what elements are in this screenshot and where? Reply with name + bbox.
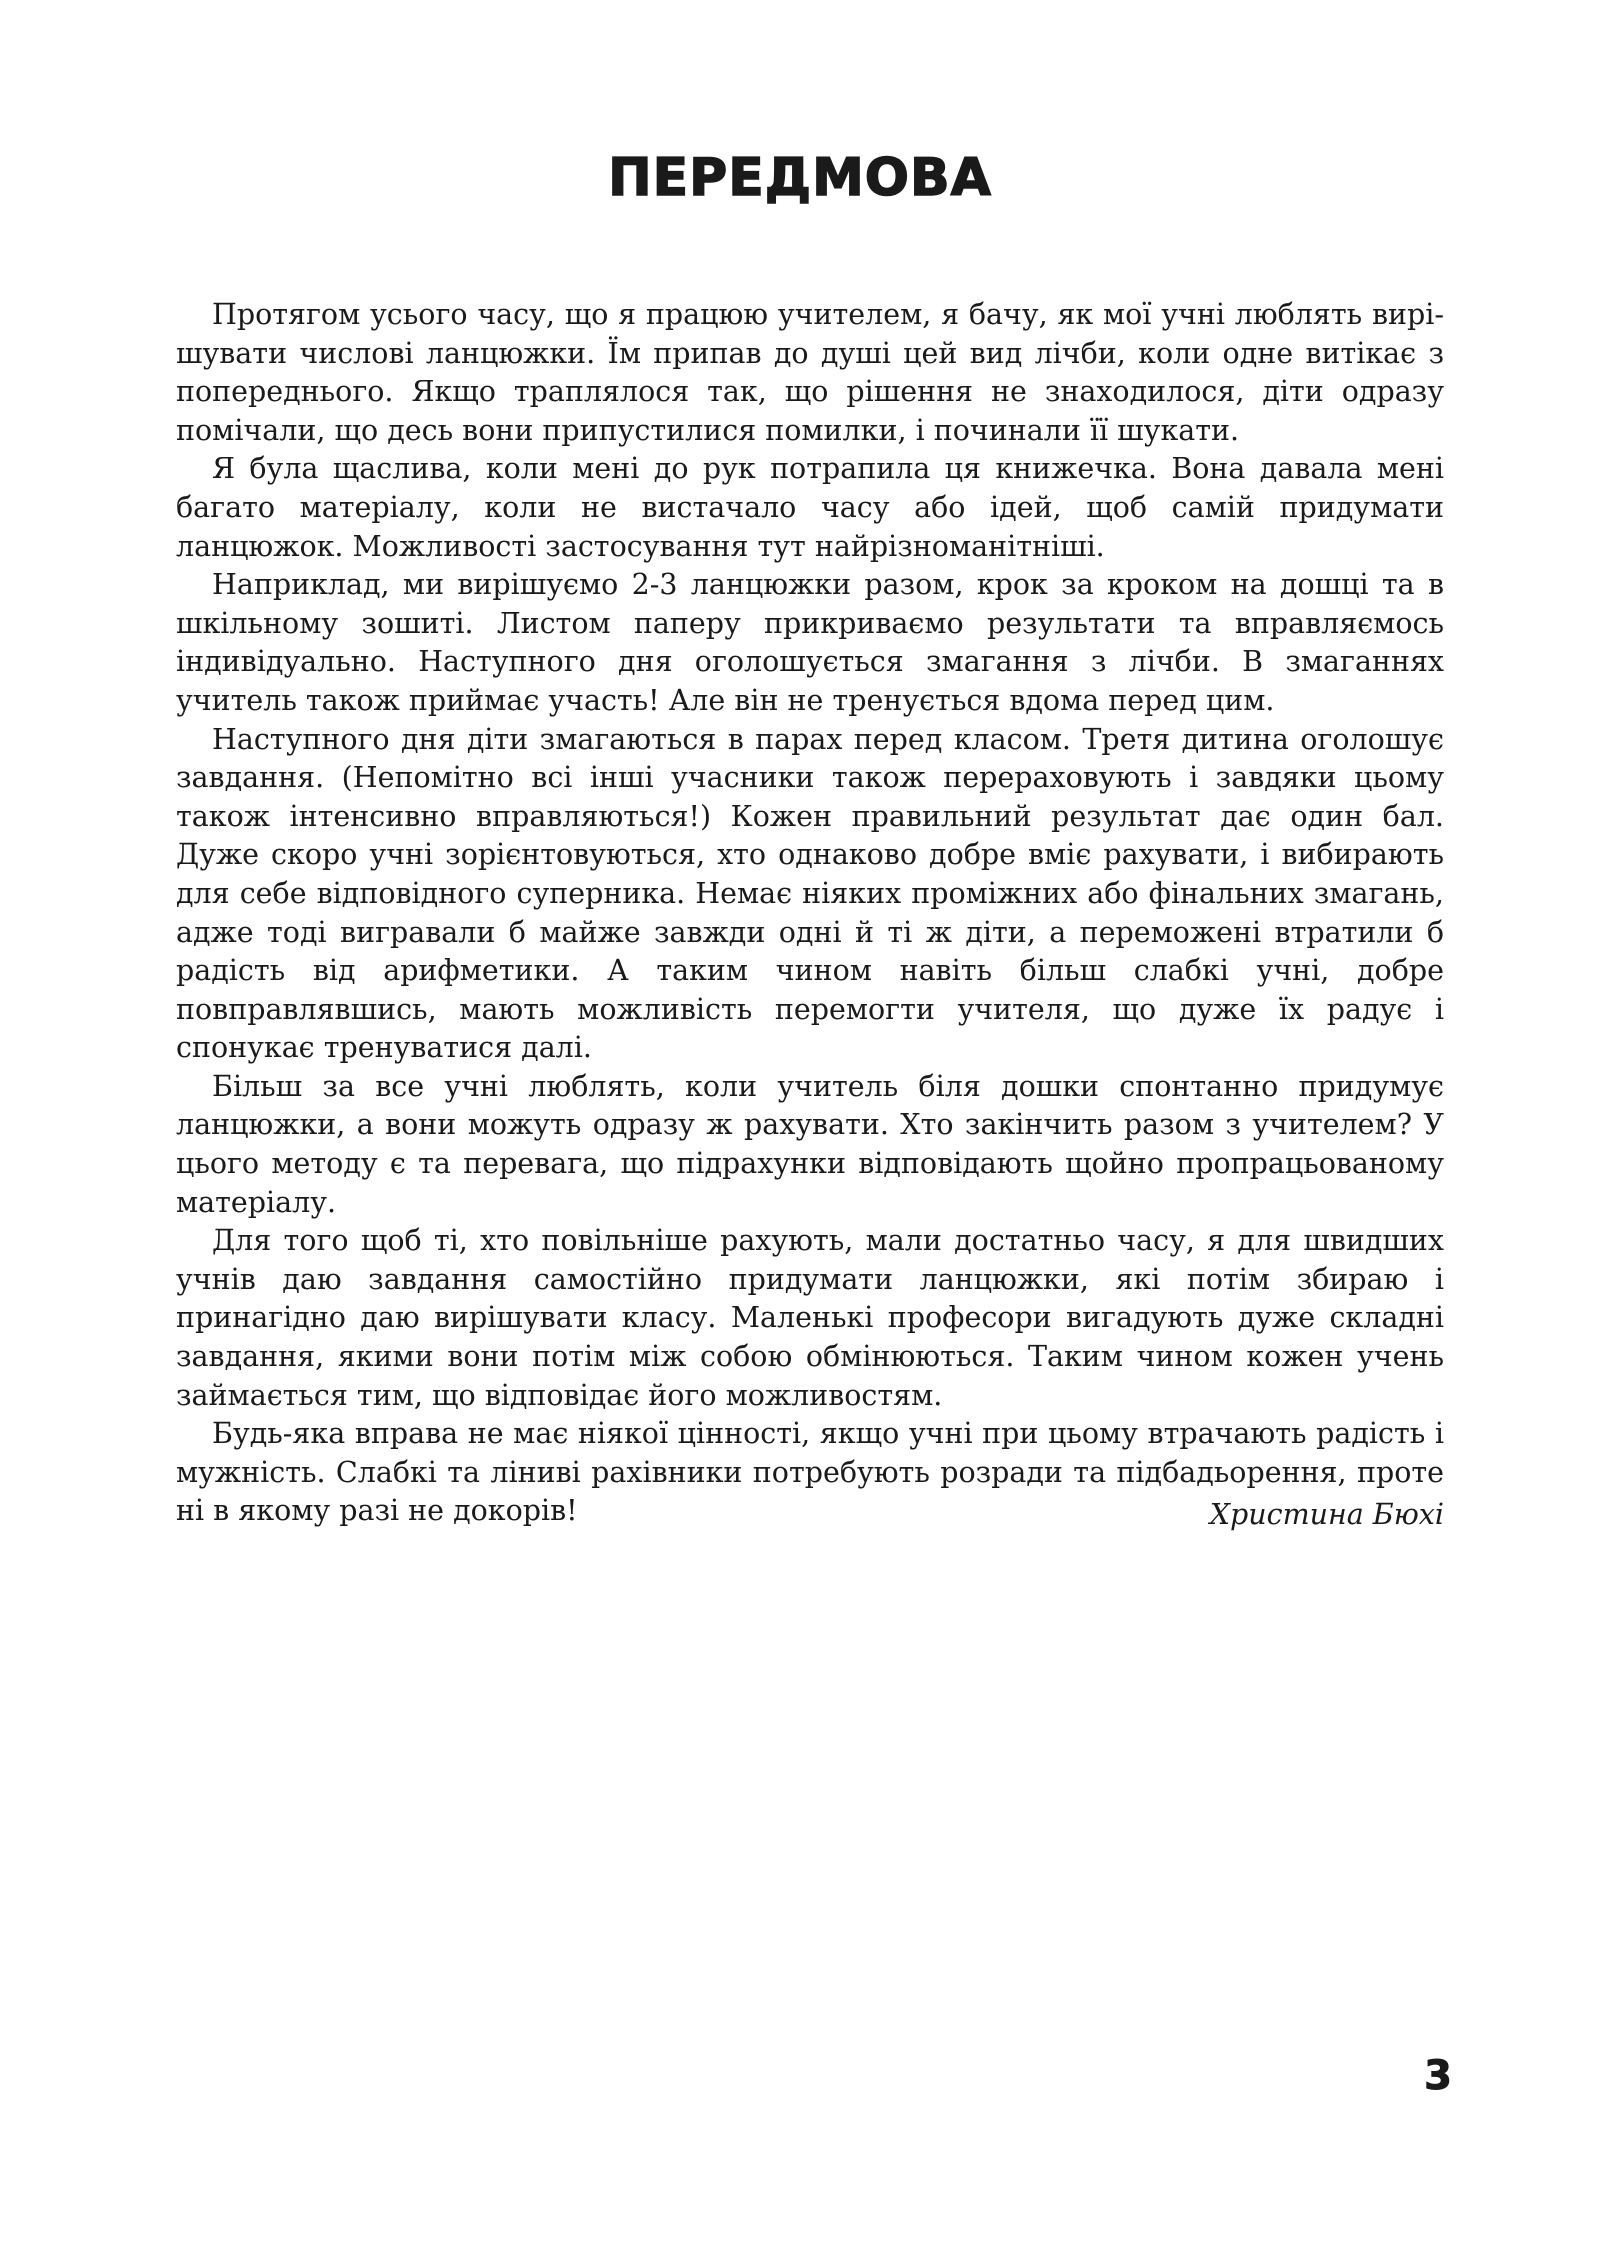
paragraph: Більш за все учні люблять, коли учитель біля дошки спонтанно придумує ланцюжки, а вони можуть одразу ж рахувати. Хто закінчить разом з учителем? У цього методу є та перевага, що підрахунки відповідають щойно пропрацьованому матеріалу. <box>176 1069 1444 1219</box>
paragraph: Для того щоб ті, хто повільніше рахують, мали достатньо часу, я для швидших учнів даю завдання самостійно придумати ланцюжки, які потім збираю і принагідно даю вирішувати класу. Маленькі професори вигадують дуже складні завдання, якими вони потім між собою обмінюються. Таким чином кожен учень займається тим, що відповідає його можливостям. <box>176 1224 1444 1412</box>
paragraph: Я була щаслива, коли мені до рук потрапила ця книжечка. Вона давала мені багато матеріалу, коли не вистачало часу або ідей, щоб самій придумати ланцюжок. Можливості застосування тут найрізноманітніші. <box>176 452 1444 563</box>
paragraph: Будь-яка вправа не має ніякої цінності, якщо учні при цьому втрачають радість і мужність. Слабкі та ліниві рахівники потребують розради та підбадьорення, проте ні в якому разі не докорів! <box>176 1417 1444 1528</box>
page-number: 3 <box>1424 2053 1452 2099</box>
author-signature: Христина Бюхі <box>1209 1498 1444 1531</box>
preface-body <box>176 296 1444 1531</box>
paragraph: Наприклад, ми вирішуємо 2-3 ланцюжки разом, крок за кроком на дошці та в шкільному зошиті. Листом паперу прикриваємо результати та вправляємось індивідуально. Наступного дня оголошується змагання з лічби. В змаганнях учитель також приймає участь! Але він не тренується вдома перед цим. <box>176 568 1444 717</box>
paragraph: Наступного дня діти змагаються в парах перед класом. Третя дитина оголошує завдання. (Непомітно всі інші учасники також перераховують і завдяки цьому також інтенсивно вправляються!) Кожен правильний результат дає один бал. Дуже скоро учні зорієнтовуються, хто однаково добре вміє рахувати, і вибирають для себе відповідного суперника. Немає ніяких проміжних або фінальних змагань, адже тоді вигравали б майже завжди одні й ті ж діти, а переможені втратили б радість від арифметики. А таким чином навіть більш слабкі учні, добре повправлявшись, мають можливість перемогти учителя, що дуже їх радує і спонукає тренуватися далі. <box>176 722 1444 1065</box>
paragraph: Протягом усього часу, що я працюю учителем, я бачу, як мої учні люблять вирішувати числові ланцюжки. Їм припав до душі цей вид лічби, коли одне витікає з попереднього. Якщо траплялося так, що рішення не знаходилося, діти одразу помічали, що десь вони припустилися помилки, і починали її шукати. <box>176 298 1444 447</box>
page-title: ПЕРЕДМОВА <box>608 148 992 208</box>
